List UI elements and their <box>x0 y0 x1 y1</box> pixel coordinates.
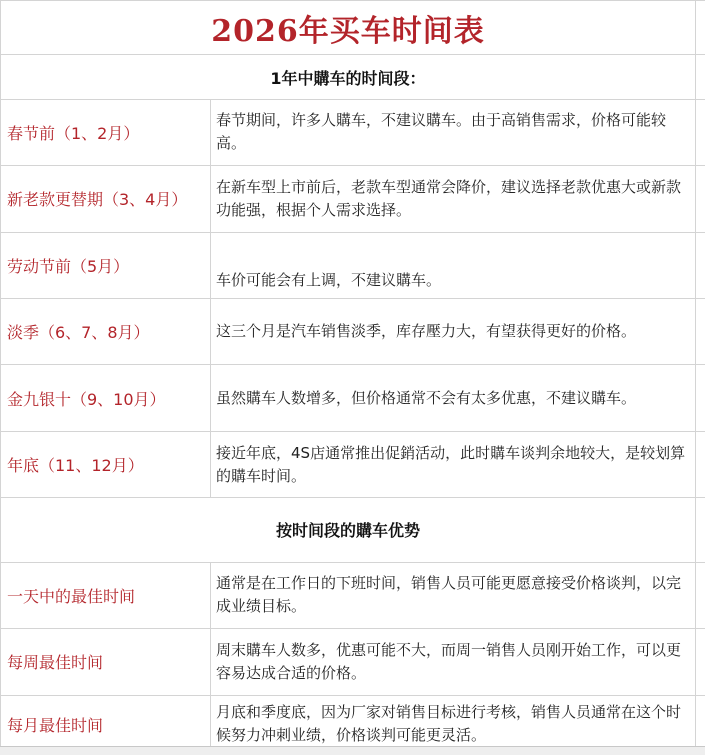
timing-label[interactable]: 每月最佳时间 <box>1 695 211 753</box>
timing-description[interactable]: 通常是在工作日的下班时间，销售人员可能更愿意接受价格谈判，以完成业绩目标。 <box>211 562 696 628</box>
table-row <box>1 431 705 497</box>
empty-cell[interactable] <box>696 232 705 298</box>
empty-cell[interactable] <box>696 431 705 497</box>
table-row <box>1 695 705 753</box>
table-row <box>1 365 705 431</box>
timing-label[interactable]: 每周最佳时间 <box>1 629 211 695</box>
empty-cell[interactable] <box>696 365 705 431</box>
empty-cell[interactable] <box>696 695 705 753</box>
period-label[interactable]: 劳动节前（5月） <box>1 232 211 298</box>
timing-label[interactable]: 一天中的最佳时间 <box>1 562 211 628</box>
empty-cell[interactable] <box>696 166 705 232</box>
section-heading-row <box>1 498 705 562</box>
period-label[interactable]: 新老款更替期（3、4月） <box>1 166 211 232</box>
period-description[interactable]: 虽然購车人数增多，但价格通常不会有太多优惠，不建议購车。 <box>211 365 696 431</box>
table-row <box>1 298 705 364</box>
sheet-title[interactable]: 2026年买车时间表 <box>1 1 696 55</box>
table-row <box>1 562 705 628</box>
period-description[interactable]: 春节期间，许多人購车，不建议購车。由于高销售需求，价格可能较高。 <box>211 99 696 165</box>
timing-description[interactable]: 月底和季度底，因为厂家对销售目标进行考核，销售人员通常在这个时候努力冲刺业绩，价格谈判可能更灵活。 <box>211 695 696 753</box>
empty-cell[interactable] <box>696 99 705 165</box>
table-row <box>1 99 705 165</box>
period-label[interactable]: 淡季（6、7、8月） <box>1 298 211 364</box>
empty-cell[interactable] <box>696 1 705 55</box>
empty-cell[interactable] <box>696 498 705 562</box>
timing-description[interactable]: 周末購车人数多，优惠可能不大，而周一销售人员刚开始工作，可以更容易达成合适的价格。 <box>211 629 696 695</box>
section-heading-row <box>1 55 705 99</box>
period-description[interactable]: 车价可能会有上调，不建议購车。 <box>211 232 696 298</box>
period-label[interactable]: 年底（11、12月） <box>1 431 211 497</box>
table-row <box>1 166 705 232</box>
section-heading-timing[interactable]: 按时间段的購车优势 <box>1 498 696 562</box>
period-label[interactable]: 金九银十（9、10月） <box>1 365 211 431</box>
period-description[interactable]: 这三个月是汽车销售淡季，库存壓力大，有望获得更好的价格。 <box>211 298 696 364</box>
period-description[interactable]: 在新车型上市前后，老款车型通常会降价，建议选择老款优惠大或新款功能强，根据个人需求选择。 <box>211 166 696 232</box>
empty-cell[interactable] <box>696 562 705 628</box>
section-heading-yearly[interactable]: 1年中購车的时间段： <box>1 55 696 99</box>
empty-cell[interactable] <box>696 629 705 695</box>
empty-cell[interactable] <box>696 55 705 99</box>
title-row <box>1 1 705 55</box>
empty-cell[interactable] <box>696 298 705 364</box>
period-description[interactable]: 接近年底，4S店通常推出促銷活动，此时購车谈判余地较大，是较划算的購车时间。 <box>211 431 696 497</box>
period-label[interactable]: 春节前（1、2月） <box>1 99 211 165</box>
table-row <box>1 232 705 298</box>
table-row <box>1 629 705 695</box>
